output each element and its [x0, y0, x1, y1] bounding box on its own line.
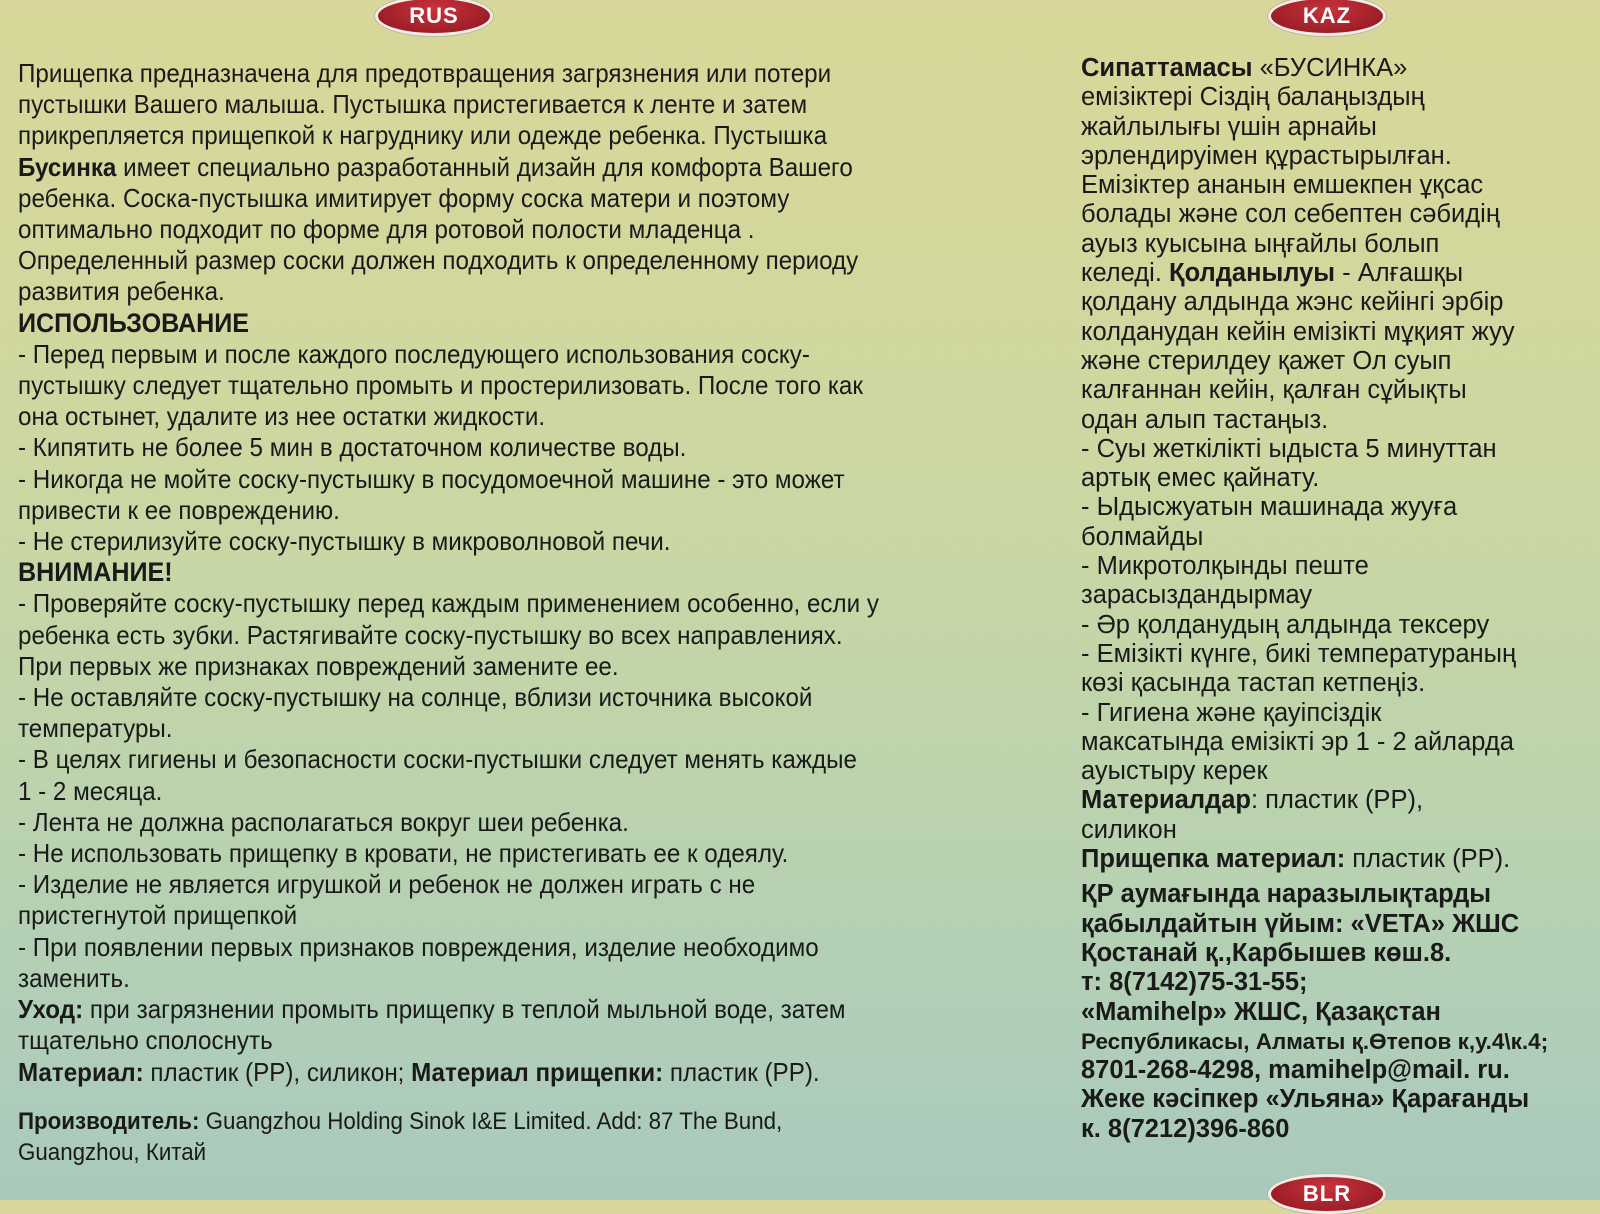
kz-usage-line: максатында емізікті эр 1 - 2 айларда: [1081, 727, 1514, 756]
ru-usage-line: - Никогда не мойте соску-пустышку в посудомоечной машине - это может: [18, 463, 845, 494]
kz-usage-line: ауыстыру керек: [1081, 757, 1268, 786]
ru-material-line: [18, 1057, 1041, 1088]
kz-description-text: «БУСИНКА»: [1252, 54, 1408, 82]
ru-description-line: прикрепляется прищепкой к нагруднику или одежде ребенка. Пустышка: [18, 120, 828, 151]
kz-materials-text: : пластик (PP),: [1250, 786, 1424, 815]
kz-usage-line: көзі қасында тастап кетпеңіз.: [1081, 669, 1426, 698]
ru-material-label: Материал:: [18, 1056, 144, 1087]
ru-description-text: имеет специально разработанный дизайн для комфорта Вашего: [116, 151, 853, 182]
kz-contact-line: к. 8(7212)396-860: [1081, 1114, 1290, 1143]
kz-usage-line: колданудан кейін емізікті мұқият жуу: [1081, 317, 1515, 346]
ru-usage-line: - Перед первым и после каждого последующего использования соску-: [18, 338, 810, 369]
ru-brand-name: Бусинка: [18, 151, 117, 182]
ru-usage-heading: ИСПОЛЬЗОВАНИЕ: [18, 307, 250, 338]
ru-description-line: Прищепка предназначена для предотвращения загрязнения или потери: [18, 58, 832, 88]
rus-language-badge: RUS: [375, 0, 493, 36]
ru-warning-line: пристегнутой прищепкой: [18, 900, 298, 931]
ru-usage-line: привести к ее повреждению.: [18, 494, 340, 525]
ru-usage-line: пустышку следует тщательно промыть и простерилизовать. После того как: [18, 370, 863, 401]
kz-usage-line: одан алып тастаңыз.: [1081, 405, 1329, 434]
ru-manufacturer-label: Производитель:: [18, 1107, 200, 1135]
kz-usage-line: қолдану алдында жэнс кейінгі эрбір: [1081, 288, 1504, 317]
kz-usage-line: және стерилдеу қажет Ол суып: [1081, 346, 1452, 375]
kz-usage-post: - Алғашқы: [1335, 259, 1464, 288]
ru-usage-line: - Кипятить не более 5 мин в достаточном количестве воды.: [18, 432, 687, 463]
ru-warning-line: 1 - 2 месяца.: [18, 775, 163, 806]
kz-clip-material-text: пластик (PP).: [1345, 845, 1511, 874]
ru-warning-line: - При появлении первых признаков повреждения, изделие необходимо: [18, 931, 819, 962]
kz-description-line: Емізіктер ананын емшекпен ұқсас: [1081, 171, 1484, 200]
ru-manufacturer-line: Guangzhou, Китай: [18, 1138, 207, 1166]
ru-warning-line: - Лента не должна располагаться вокруг шеи ребенка.: [18, 806, 629, 837]
kz-description-line: эрлендируімен құрастырылған.: [1081, 141, 1452, 170]
kz-usage-line: - Суы жеткілікті ыдыста 5 минуттан: [1081, 434, 1497, 463]
kz-contact-line: Қостанай қ.,Карбышев көш.8.: [1081, 938, 1452, 967]
ru-description-line: Определенный размер соски должен подходить к определенному периоду: [18, 245, 859, 276]
kz-clip-material-label: Прищепка материал:: [1081, 845, 1346, 874]
blr-language-badge: BLR: [1268, 1174, 1386, 1214]
kz-contact-line: қабылдайтын үйым: «VETA» ЖШС: [1081, 909, 1520, 938]
kz-usage-line: артық емес қайнату.: [1081, 464, 1320, 493]
kz-usage-line: болмайды: [1081, 522, 1204, 551]
kz-description-line: ауыз куысына ыңғайлы болып: [1081, 229, 1440, 258]
ru-care-line: тщательно сполоснуть: [18, 1025, 273, 1056]
ru-description-line: развития ребенка.: [18, 276, 225, 307]
kz-usage-line: - Емізікті күнге, бикі температураның: [1081, 639, 1517, 668]
ru-care-text: при загрязнении промыть прищепку в теплой мыльной воде, затем: [83, 994, 846, 1025]
ru-warning-line: заменить.: [18, 962, 130, 993]
ru-warning-line: - Изделие не является игрушкой и ребенок не должен играть с не: [18, 869, 756, 900]
ru-warning-line: - В целях гигиены и безопасности соски-пустышки следует менять каждые: [18, 744, 857, 775]
russian-text-column: [18, 58, 1041, 1168]
kz-materials-line: [1081, 786, 1600, 815]
ru-usage-line: - Не стерилизуйте соску-пустышку в микроволновой печи.: [18, 526, 671, 557]
kz-contact-line: Республикасы, Алматы қ.Өтепов к,у.4\к.4;: [1081, 1028, 1549, 1054]
kz-description-line: болады және сол себептен сәбидің: [1081, 200, 1500, 229]
kz-contact-line: ҚР аумағында наразылықтарды: [1081, 880, 1492, 909]
ru-warning-line: - Не использовать прищепку в кровати, не пристегивать ее к одеялу.: [18, 838, 789, 869]
kz-usage-line: зарасыздандырмау: [1081, 581, 1313, 610]
ru-description-line: оптимально подходит по форме для ротовой полости младенца .: [18, 214, 755, 245]
kz-usage-line: - Гигиена және қауіпсіздік: [1081, 698, 1382, 727]
kz-description-line: жайлылығы үшін арнайы: [1081, 112, 1377, 141]
ru-description-line: пустышки Вашего малыша. Пустышка пристегивается к ленте и затем: [18, 89, 808, 120]
ru-care-line: [18, 994, 1041, 1025]
kz-materials-line: силикон: [1081, 815, 1177, 844]
ru-warning-line: - Не оставляйте соску-пустышку на солнце, вблизи источника высокой: [18, 682, 813, 713]
kz-contact-line: т: 8(7142)75-31-55;: [1081, 968, 1308, 997]
ru-care-label: Уход:: [18, 994, 84, 1025]
kz-materials-label: Материалдар: [1081, 786, 1251, 815]
ru-warning-line: ребенка есть зубки. Растягивайте соску-пустышку во всех направлениях.: [18, 619, 843, 650]
ru-manufacturer-text: Guangzhou Holding Sinok I&E Limited. Add: 87 The Bund,: [199, 1107, 783, 1135]
kz-usage-label: Қолданылуы: [1169, 259, 1336, 288]
kz-usage-line: - Ыдысжуатын машинада жууға: [1081, 493, 1458, 522]
kaz-language-badge: KAZ: [1268, 0, 1386, 36]
ru-clip-material-label: Материал прищепки:: [411, 1056, 664, 1087]
kz-clip-material-line: [1081, 845, 1600, 874]
kz-contact-line: «Mamihelp» ЖШС, Қазақстан: [1081, 997, 1441, 1026]
ru-warning-heading: ВНИМАНИЕ!: [18, 557, 173, 588]
ru-manufacturer-line: [18, 1106, 1041, 1137]
kz-usage-line: - Әр қолданудың алдында тексеру: [1081, 610, 1490, 639]
kz-usage-line: калғаннан кейін, қалған сұйықты: [1081, 376, 1467, 405]
kz-usage-line: - Микротолқынды пеште: [1081, 552, 1369, 581]
kz-description-line: емізіктері Сіздің балаңыздың: [1081, 83, 1425, 112]
kz-description-line: [1081, 54, 1600, 83]
kz-usage-line: [1081, 259, 1600, 288]
ru-warning-line: - Проверяйте соску-пустышку перед каждым применением особенно, если у: [18, 588, 879, 619]
kz-contact-line: Жеке кәсіпкер «Ульяна» Қарағанды: [1081, 1085, 1530, 1114]
ru-usage-line: она остынет, удалите из нее остатки жидкости.: [18, 401, 546, 432]
ru-material-text: пластик (PP), силикон;: [143, 1056, 412, 1087]
ru-description-line: ребенка. Соска-пустышка имитирует форму соска матери и поэтому: [18, 182, 790, 213]
kz-usage-pre: келеді.: [1081, 259, 1169, 288]
ru-warning-line: При первых же признаках повреждений замените ее.: [18, 650, 619, 681]
ru-warning-line: температуры.: [18, 713, 173, 744]
ru-description-line: [18, 152, 1041, 183]
ru-clip-material-text: пластик (PP).: [663, 1056, 820, 1087]
kz-contact-line: 8701-268-4298, mamihelp@mail. ru.: [1081, 1056, 1510, 1085]
kz-description-label: Сипаттамасы: [1081, 54, 1253, 82]
kazakh-text-column: [1081, 54, 1600, 1144]
